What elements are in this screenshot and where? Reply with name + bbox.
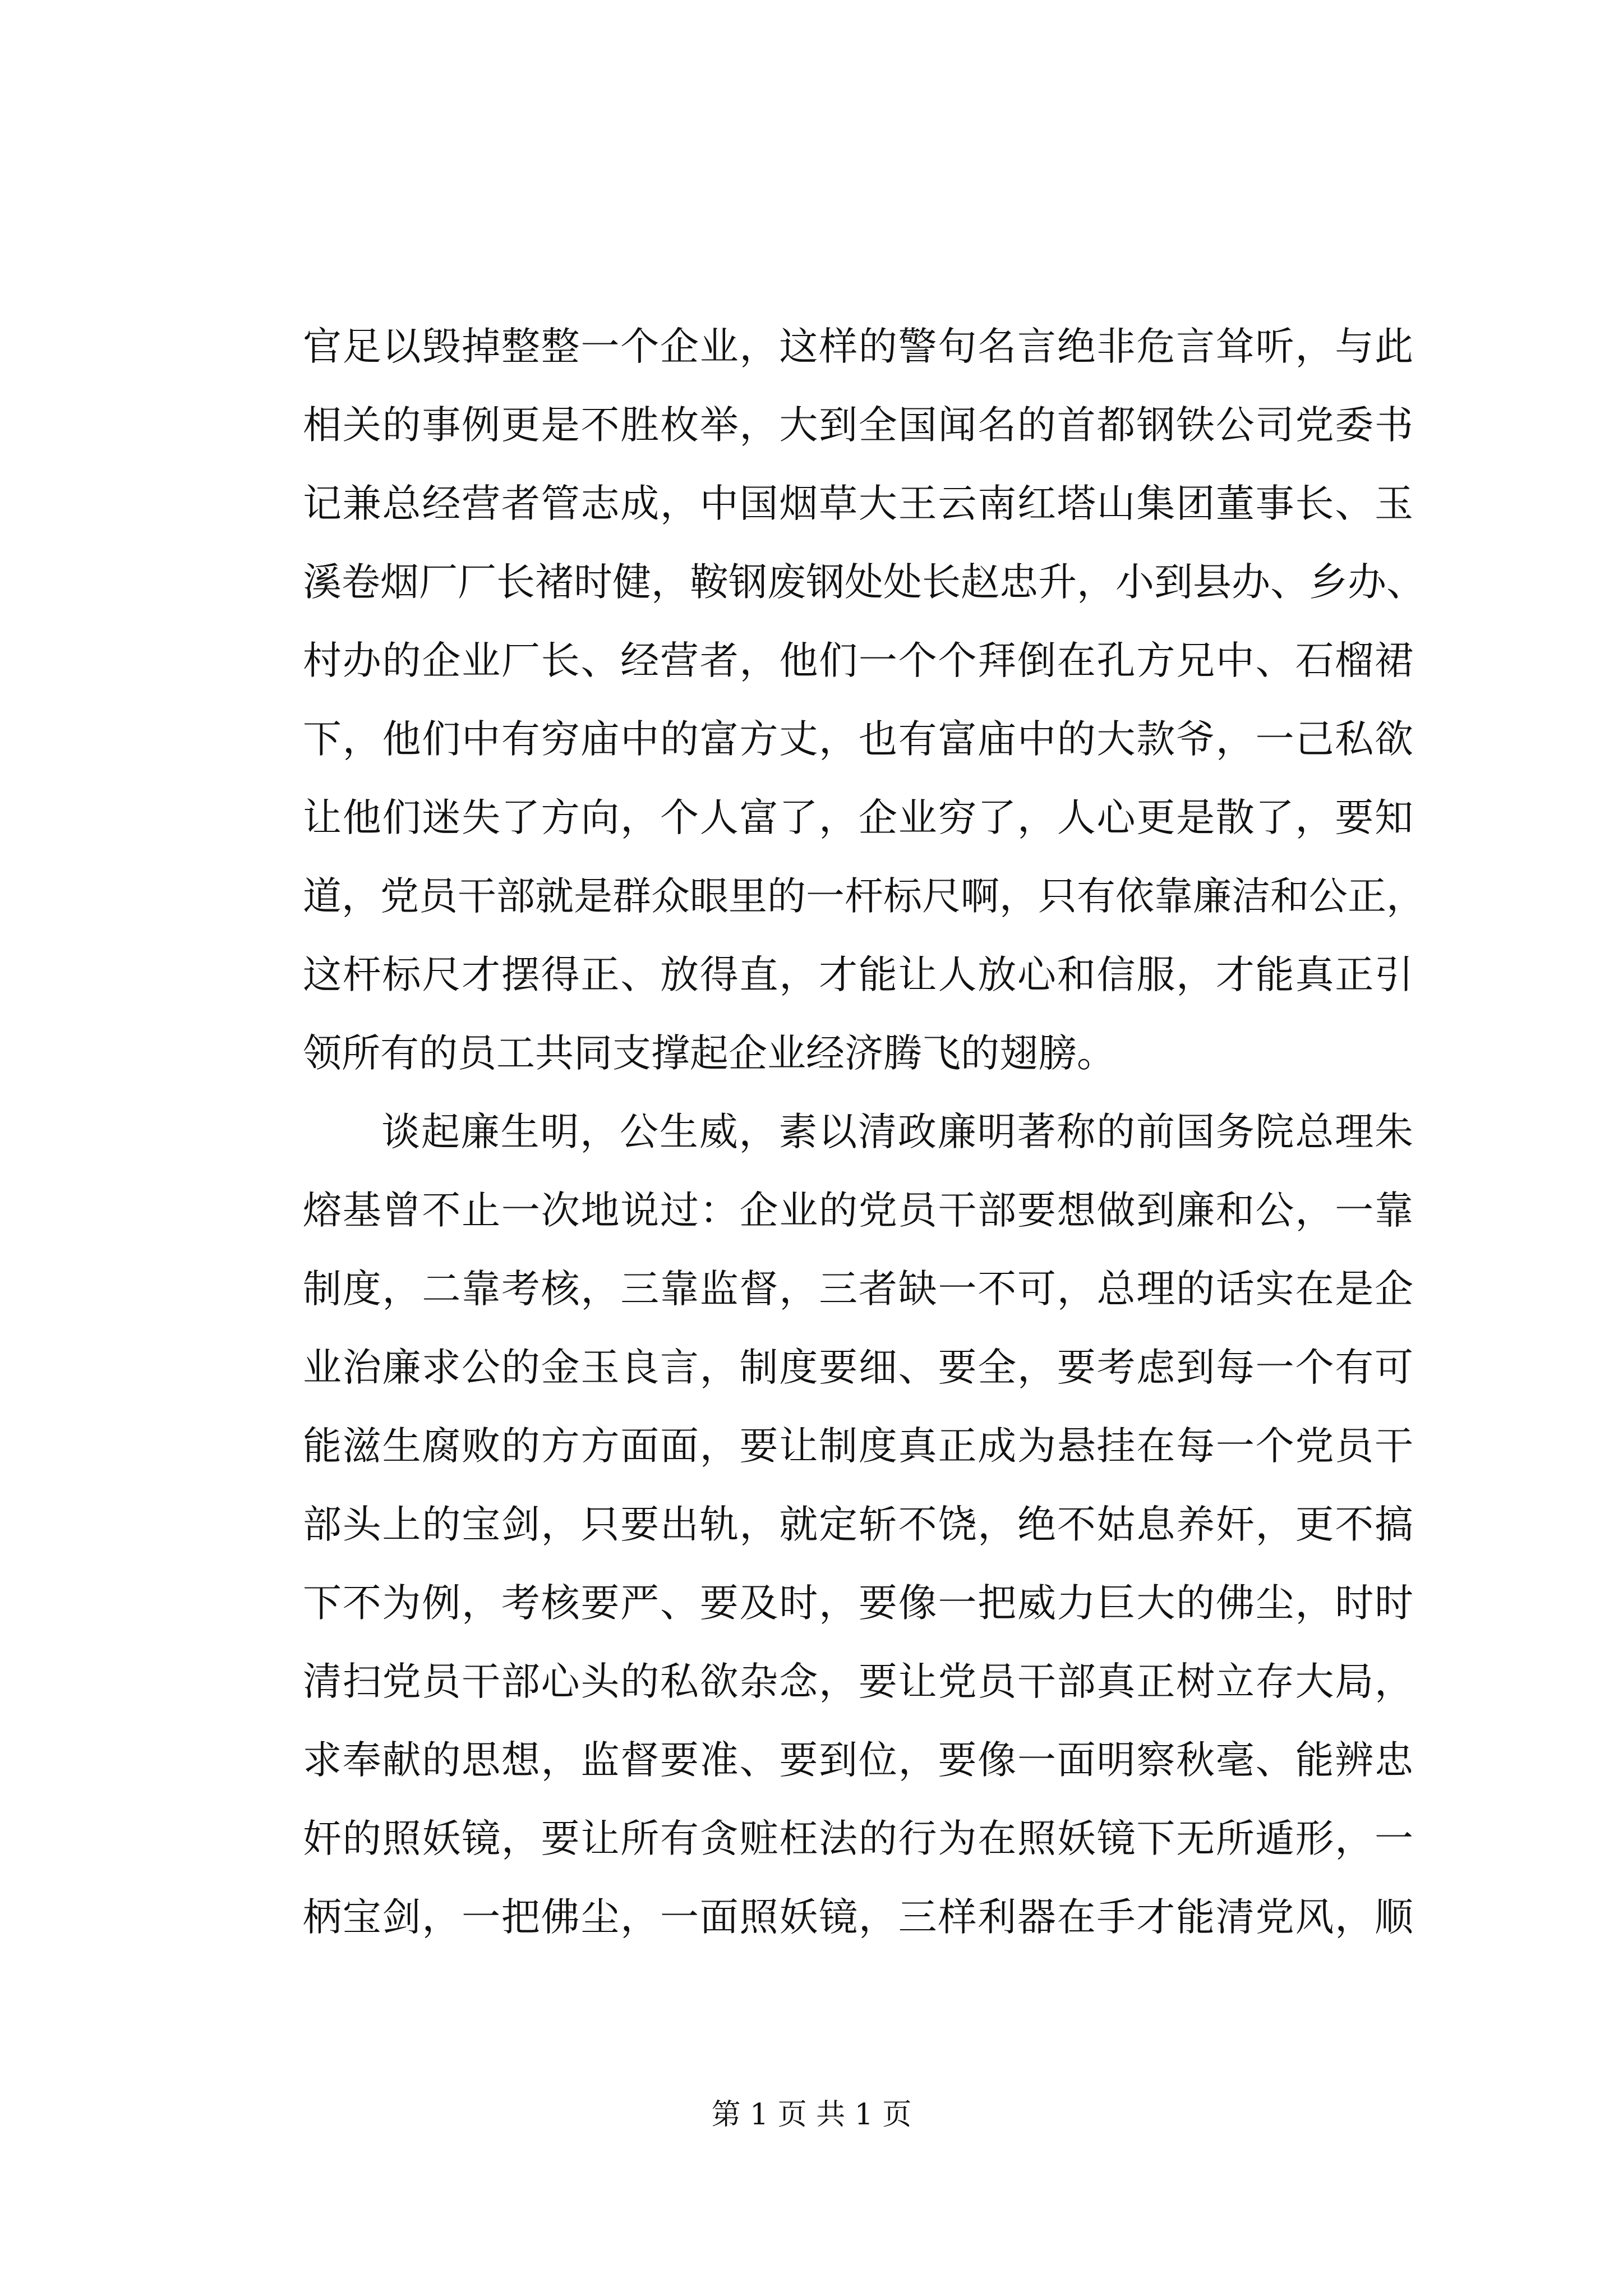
text-line: 制度，二靠考核，三靠监督，三者缺一不可，总理的话实在是企 [303,1267,1413,1312]
text-line: 溪卷烟厂厂长褚时健，鞍钢废钢处处长赵忠升，小到县办、乡办、 [303,560,1425,605]
text-line: 熔基曾不止一次地说过：企业的党员干部要想做到廉和公，一靠 [303,1188,1413,1233]
text-line: 谈起廉生明，公生威，素以清政廉明著称的前国务院总理朱 [381,1110,1413,1154]
text-line: 奸的照妖镜，要让所有贪赃枉法的行为在照妖镜下无所遁形，一 [303,1816,1413,1861]
text-line: 领所有的员工共同支撑起企业经济腾飞的翅膀。 [303,1031,1115,1076]
text-line: 柄宝剑，一把佛尘，一面照妖镜，三样利器在手才能清党风，顺 [303,1895,1413,1940]
text-line: 这杆标尺才摆得正、放得直，才能让人放心和信服，才能真正引 [303,953,1413,997]
text-line: 道，党员干部就是群众眼里的一杆标尺啊，只有依靠廉洁和公正， [303,874,1425,919]
text-line: 下不为例，考核要严、要及时，要像一把威力巨大的佛尘，时时 [303,1581,1413,1626]
paragraph-1 [303,307,1425,1093]
text-line: 下，他们中有穷庙中的富方丈，也有富庙中的大款爷，一己私欲 [303,717,1413,762]
text-line: 官足以毁掉整整一个企业，这样的警句名言绝非危言耸听，与此 [303,324,1413,369]
text-line: 清扫党员干部心头的私欲杂念，要让党员干部真正树立存大局， [303,1659,1413,1704]
paragraph-2 [303,1093,1413,1957]
page-footer: 第 1 页 共 1 页 [711,2098,912,2132]
text-line: 村办的企业厂长、经营者，他们一个个拜倒在孔方兄中、石榴裙 [303,638,1413,683]
text-line: 业治廉求公的金玉良言，制度要细、要全，要考虑到每一个有可 [303,1345,1413,1390]
text-line: 能滋生腐败的方方面面，要让制度真正成为悬挂在每一个党员干 [303,1424,1413,1469]
text-line: 记兼总经营者管志成，中国烟草大王云南红塔山集团董事长、玉 [303,481,1413,526]
text-line: 部头上的宝剑，只要出轨，就定斩不饶，绝不姑息养奸，更不搞 [303,1502,1413,1547]
text-line: 求奉献的思想，监督要准、要到位，要像一面明察秋毫、能辨忠 [303,1738,1413,1783]
text-line: 让他们迷失了方向，个人富了，企业穷了，人心更是散了，要知 [303,795,1413,840]
text-line: 相关的事例更是不胜枚举，大到全国闻名的首都钢铁公司党委书 [303,403,1413,448]
document-body [303,307,1425,1957]
